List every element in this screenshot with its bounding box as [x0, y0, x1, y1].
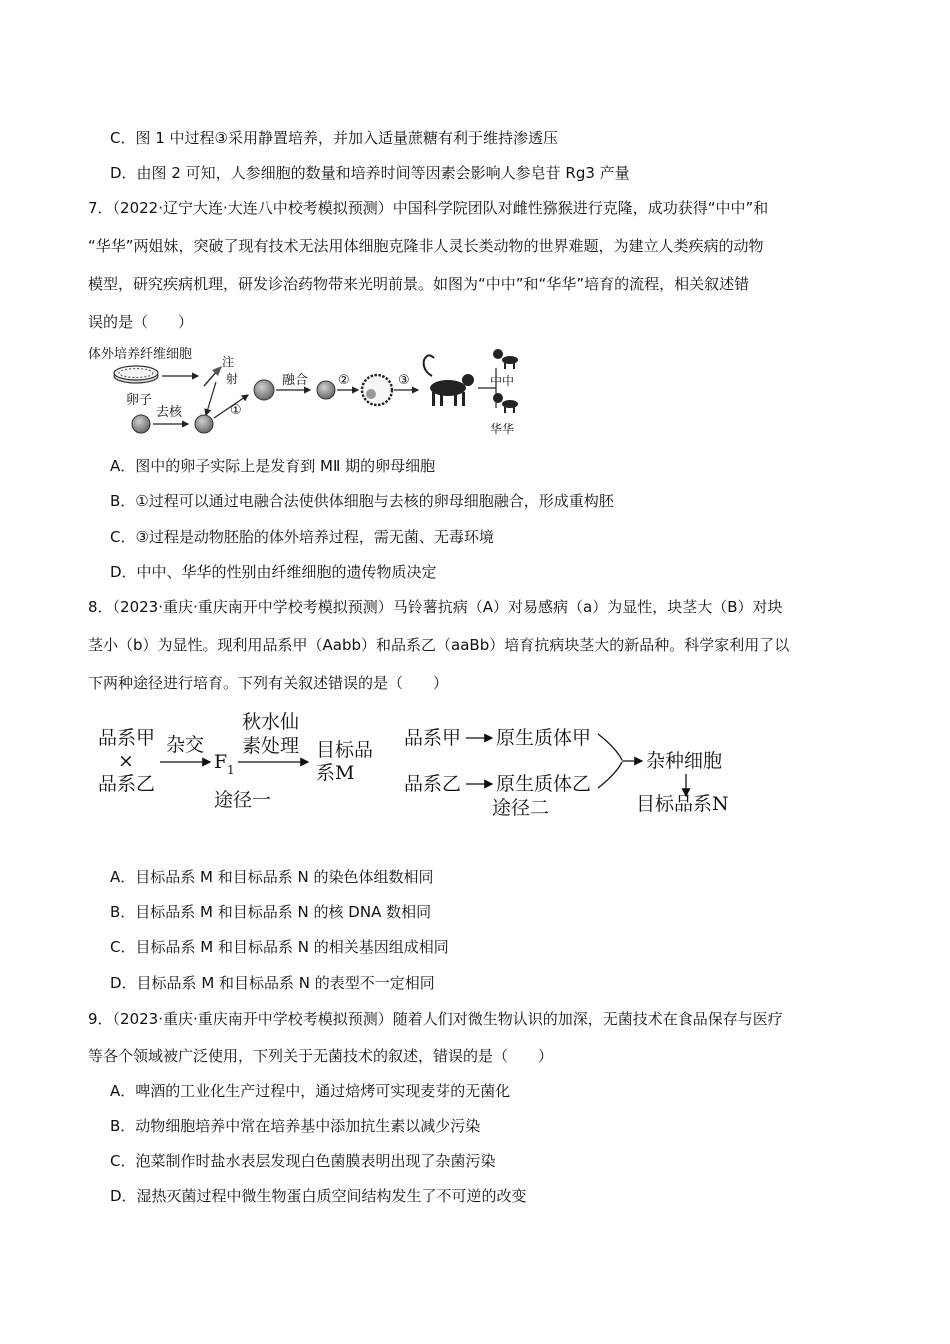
label-inject-2: 射 — [226, 372, 239, 386]
route-1-label: 途径一 — [214, 789, 272, 811]
baby-monkey-icon — [493, 393, 518, 413]
needle-icon — [204, 366, 222, 386]
egg-cell-icon — [132, 415, 150, 433]
label-enucleate: 去核 — [156, 405, 183, 420]
q8-option-b: B．目标品系 M 和目标品系 N 的核 DNA 数相同 — [110, 903, 432, 921]
colchicine-label-1: 秋水仙 — [242, 711, 300, 733]
label-fibroblast: 体外培养纤维细胞 — [88, 347, 193, 362]
step-2-label: ② — [338, 373, 350, 388]
q8-option-d: D．目标品系 M 和目标品系 N 的表型不一定相同 — [110, 974, 435, 992]
q7-stem-line-4: 误的是（ ） — [88, 313, 194, 331]
route-2-label: 途径二 — [492, 797, 550, 819]
strain-a-label: 品系甲 — [98, 727, 156, 749]
surrogate-monkey-icon — [424, 355, 474, 406]
q7-stem-line-1: 7．（2022·辽宁大连·大连八中校考模拟预测）中国科学院团队对雌性猕猴进行克隆，成功获得“中中”和 — [88, 199, 769, 217]
label-huahua: 华华 — [490, 422, 515, 436]
reconstructed-embryo-icon — [254, 380, 274, 400]
q7-option-d: D．中中、华华的性别由纤维细胞的遗传物质决定 — [110, 563, 437, 581]
target-m-label-2: 系M — [316, 762, 355, 784]
hybrid-cell-label: 杂种细胞 — [646, 750, 723, 772]
q9-stem-line-1: 9．（2023·重庆·重庆南开中学校考模拟预测）随着人们对微生物认识的加深，无菌技术在食品保存与医疗 — [88, 1010, 783, 1028]
q9-option-c: C．泡菜制作时盐水表层发现白色菌膜表明出现了杂菌污染 — [110, 1152, 496, 1170]
petri-dish-icon — [114, 366, 158, 383]
q8-option-a: A．目标品系 M 和目标品系 N 的染色体组数相同 — [110, 868, 434, 886]
cloning-flow-figure — [86, 340, 536, 440]
strain-a2-label: 品系甲 — [404, 727, 462, 749]
label-inject-1: 注 — [222, 355, 235, 369]
fused-cell-icon — [317, 381, 335, 399]
colchicine-label-2: 素处理 — [242, 735, 300, 757]
label-zhongzhong: 中中 — [490, 374, 515, 388]
q7-stem-line-2: “华华”两姐妹，突破了现有技术无法用体细胞克隆非人灵长类动物的世界难题，为建立人类疾病的动物 — [88, 237, 764, 255]
q7-stem-line-3: 模型，研究疾病机理，研发诊治药物带来光明前景。如图为“中中”和“华华”培育的流程，相关叙述错 — [88, 275, 750, 293]
q6-option-d: D．由图 2 可知，人参细胞的数量和培养时间等因素会影响人参皂苷 Rg3 产量 — [110, 164, 630, 182]
q9-stem-line-2: 等各个领域被广泛使用，下列关于无菌技术的叙述，错误的是（ ） — [88, 1047, 554, 1065]
target-n-label: 目标品系N — [636, 793, 729, 815]
target-m-label-1: 目标品 — [316, 739, 374, 761]
f1-subscript: 1 — [227, 763, 235, 777]
cross-mark: × — [118, 750, 134, 772]
q6-option-c: C．图 1 中过程③采用静置培养，并加入适量蔗糖有利于维持渗透压 — [110, 129, 559, 147]
q8-stem-line-3: 下两种途径进行培育。下列有关叙述错误的是（ ） — [88, 674, 449, 692]
step-3-label: ③ — [398, 373, 410, 388]
q9-option-a: A．啤酒的工业化生产过程中，通过焙烤可实现麦芽的无菌化 — [110, 1082, 511, 1100]
q9-option-d: D．湿热灭菌过程中微生物蛋白质空间结构发生了不可逆的改变 — [110, 1187, 527, 1205]
q9-option-b: B．动物细胞培养中常在培养基中添加抗生素以减少污染 — [110, 1117, 481, 1135]
protoplast-a-label: 原生质体甲 — [496, 727, 592, 749]
strain-b2-label: 品系乙 — [404, 773, 462, 795]
baby-monkey-icon — [493, 349, 518, 369]
q7-option-a: A．图中的卵子实际上是发育到 MⅡ 期的卵母细胞 — [110, 457, 436, 475]
q8-stem-line-2: 茎小（b）为显性。现利用品系甲（Aabb）和品系乙（aaBb）培育抗病块茎大的新品种。科学家利用了以 — [88, 636, 790, 654]
label-egg: 卵子 — [126, 393, 153, 408]
cross-label: 杂交 — [166, 734, 205, 756]
blastocyst-icon — [362, 375, 392, 405]
q7-option-c: C．③过程是动物胚胎的体外培养过程，需无菌、无毒环境 — [110, 528, 494, 546]
breeding-routes-figure — [90, 704, 750, 829]
q8-option-c: C．目标品系 M 和目标品系 N 的相关基因组成相同 — [110, 938, 449, 956]
label-fusion: 融合 — [282, 373, 309, 388]
enucleated-egg-icon — [195, 415, 213, 433]
q7-option-b: B．①过程可以通过电融合法使供体细胞与去核的卵母细胞融合，形成重构胚 — [110, 492, 614, 510]
strain-b-label: 品系乙 — [98, 773, 156, 795]
step-1-label: ① — [230, 403, 242, 418]
q8-stem-line-1: 8．（2023·重庆·重庆南开中学校考模拟预测）马铃薯抗病（A）对易感病（a）为显性，块茎大（B）对块 — [88, 598, 783, 616]
protoplast-b-label: 原生质体乙 — [496, 773, 592, 795]
f1-label: F — [214, 751, 228, 773]
